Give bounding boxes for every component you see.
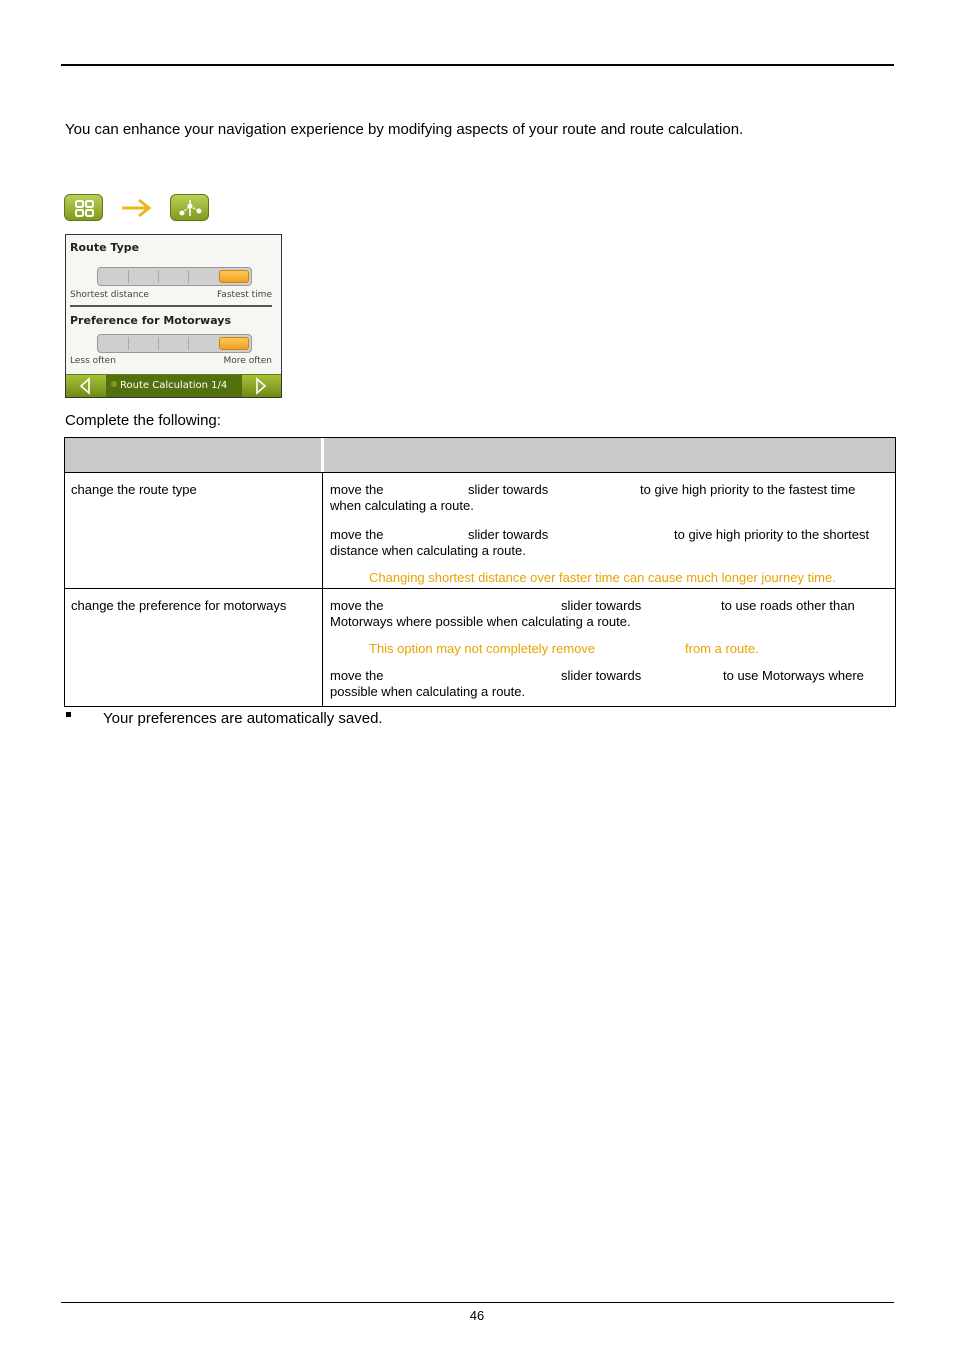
more-often-label: More often (223, 356, 272, 366)
route-type-slider[interactable] (97, 267, 252, 286)
route-options-icon[interactable] (170, 194, 209, 221)
instruction-text: move the (330, 482, 384, 497)
instruction-text: Motorways where possible when calculating a route. (330, 614, 631, 629)
table-row (65, 473, 895, 589)
instructions-table (64, 437, 896, 707)
section-divider (70, 305, 272, 307)
instruction-text: slider towards (468, 482, 549, 497)
motorway-preference-title: Preference for Motorways (70, 314, 232, 327)
next-page-icon[interactable] (254, 377, 268, 395)
intro-text: You can enhance your navigation experience by modifying aspects of your route and route calculation. (65, 121, 744, 138)
page-number: 46 (469, 1308, 485, 1323)
motorway-slider[interactable] (97, 334, 252, 353)
bullet-icon (66, 712, 71, 717)
caution-note: Changing shortest distance over faster time can cause much longer journey time. (369, 570, 836, 585)
top-rule (61, 64, 894, 66)
instruction-text: slider towards (561, 598, 642, 613)
bullet-text: Your preferences are automatically saved. (103, 710, 383, 727)
task-cell: change the preference for motorways (71, 598, 287, 613)
complete-following-label: Complete the following: (65, 412, 221, 429)
footer-page-label: Route Calculation 1/4 (120, 380, 228, 391)
device-footer (66, 374, 281, 397)
bottom-rule (61, 1302, 894, 1303)
instruction-text: move the (330, 598, 384, 613)
table-row (65, 589, 895, 706)
motorway-slider-knob[interactable] (219, 337, 249, 350)
less-often-label: Less often (70, 356, 116, 366)
route-type-slider-knob[interactable] (219, 270, 249, 283)
instruction-text: slider towards (561, 668, 642, 683)
route-type-title: Route Type (70, 241, 140, 254)
shortest-distance-label: Shortest distance (70, 290, 149, 300)
instruction-text: to use roads other than (721, 598, 855, 613)
fastest-time-label: Fastest time (216, 290, 272, 300)
caution-note: from a route. (685, 641, 759, 656)
task-cell: change the route type (71, 482, 197, 497)
table-header (65, 438, 895, 473)
instruction-text: slider towards (468, 527, 549, 542)
instruction-text: to give high priority to the fastest time (640, 482, 856, 497)
device-screenshot (65, 234, 282, 398)
instruction-text: move the (330, 527, 384, 542)
instruction-text: move the (330, 668, 384, 683)
arrow-right-icon (120, 196, 154, 220)
main-menu-icon[interactable] (64, 194, 103, 221)
caution-note: This option may not completely remove (369, 641, 596, 656)
footer-dot-icon (111, 381, 117, 387)
previous-page-icon[interactable] (78, 377, 92, 395)
instruction-text: distance when calculating a route. (330, 543, 526, 558)
instruction-text: possible when calculating a route. (330, 684, 526, 699)
instruction-text: when calculating a route. (330, 498, 474, 513)
instruction-text: to use Motorways where (723, 668, 864, 683)
instruction-text: to give high priority to the shortest (674, 527, 870, 542)
